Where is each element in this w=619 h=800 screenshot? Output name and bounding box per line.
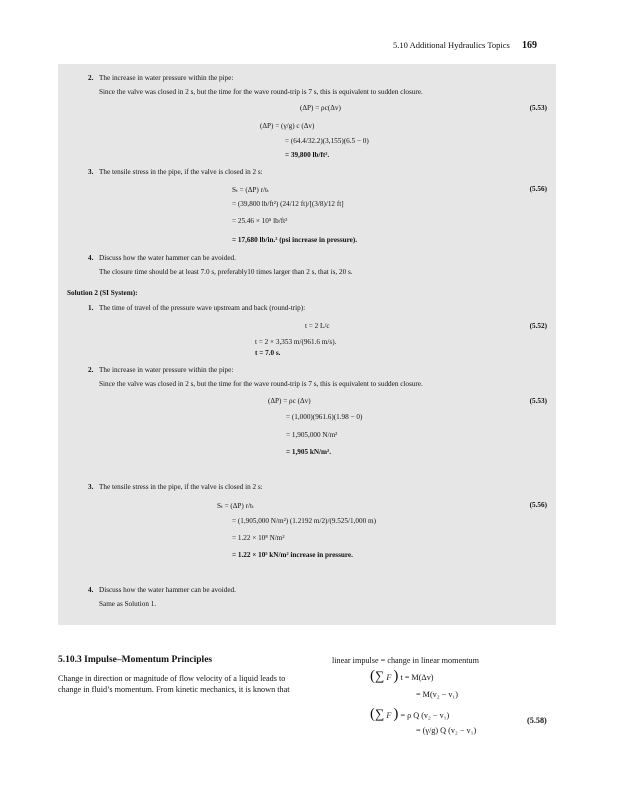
equation: = 1,905,000 N/m² [286, 431, 338, 439]
equation: t = 2 × 3,353 m/(961.6 m/s). [255, 338, 337, 346]
equation: = (64.4/32.2)(3,155)(6.5 − 0) [285, 137, 369, 145]
equation: t = 2 L/c [305, 322, 330, 330]
equation: = 17,680 lb/in.² (psi increase in pressure). [232, 236, 358, 244]
equation: = 1,905 kN/m². [286, 448, 331, 456]
item-title: The tensile stress in the pipe, if the valve is closed in 2 s: [99, 168, 263, 176]
sigma-symbol: ∑ [375, 706, 385, 721]
equation: t = 7.0 s. [255, 349, 281, 357]
equation: (ΔP) = (γ/g) c (Δv) [260, 122, 315, 130]
item-number: 3. [88, 168, 94, 176]
solution-title: Solution 2 (SI System): [67, 289, 138, 297]
force-symbol: F [384, 673, 394, 682]
equation: Sₜ = (ΔP) r/tₜ [217, 502, 254, 510]
equation: = 1.22 × 10⁸ N/m² [232, 534, 285, 542]
item-title: The increase in water pressure within the pipe: [99, 366, 234, 374]
paren-close: ) [393, 668, 399, 684]
equation: = 1.22 × 10⁵ kN/m² increase in pressure. [232, 551, 353, 559]
equation-number: (5.53) [529, 397, 547, 405]
equation: = (39,800 lb/ft²) (24/12 ft)/[(3/8)/12 ft] [232, 200, 344, 208]
item-number: 2. [88, 74, 94, 82]
equation: = (1,000)(961.6)(1.98 − 0) [286, 413, 363, 421]
equation-number: (5.52) [529, 322, 547, 330]
page-number: 169 [522, 40, 537, 51]
running-header [393, 40, 537, 51]
item-title: Discuss how the water hammer can be avoided. [99, 586, 236, 594]
equation: = 39,800 lb/ft². [285, 151, 330, 159]
equation: = 25.46 × 10⁵ lb/ft² [232, 217, 288, 225]
momentum-equation-1 [370, 668, 434, 685]
item-title: The time of travel of the pressure wave upstream and back (round-trip): [99, 304, 306, 312]
item-note: Same as Solution 1. [99, 600, 157, 608]
item-title: The tensile stress in the pipe, if the valve is closed in 2 s: [99, 483, 263, 491]
force-symbol: F [384, 711, 394, 720]
item-title: The increase in water pressure within the pipe: [99, 74, 234, 82]
item-title: Discuss how the water hammer can be avoided. [99, 254, 236, 262]
paren-open: ( [370, 668, 375, 684]
equation: (ΔP) = ρc(Δv) [300, 104, 341, 112]
momentum-equation-4: = (γ/g) Q (v₂ − v₁) [416, 726, 477, 735]
paren-open: ( [370, 706, 375, 722]
item-number: 3. [88, 483, 94, 491]
item-number: 4. [88, 586, 94, 594]
item-number: 2. [88, 366, 94, 374]
item-number: 4. [88, 254, 94, 262]
section-paragraph: Change in direction or magnitude of flow velocity of a liquid leads to change in fluid’s momentum. From kinetic mechanics, it is known that [58, 674, 290, 694]
header-section: 5.10 Additional Hydraulics Topics [393, 40, 510, 50]
right-title: linear impulse = change in linear momentum [332, 656, 479, 665]
paren-close: ) [393, 706, 399, 722]
equation-number: (5.53) [529, 104, 547, 112]
equation: = (1,905,000 N/m²) (1.2192 m/2)/(9.525/1,000 m) [232, 517, 376, 525]
equation-rest: t = M(Δv) [398, 673, 434, 682]
item-note: Since the valve was closed in 2 s, but the time for the wave round-trip is 7 s, this is equivalent to sudden closure. [99, 380, 423, 388]
item-note: Since the valve was closed in 2 s, but the time for the wave round-trip is 7 s, this is equivalent to sudden closure. [99, 88, 423, 96]
equation: Sₜ = (ΔP) r/tₜ [232, 186, 269, 194]
equation-number: (5.58) [527, 716, 547, 725]
momentum-equation-3 [370, 706, 449, 723]
equation-number: (5.56) [529, 501, 547, 509]
item-number: 1. [88, 304, 94, 312]
item-note: The closure time should be at least 7.0 s, preferably10 times larger than 2 s, that is, 20 s. [99, 268, 353, 276]
section-heading: 5.10.3 Impulse–Momentum Principles [58, 655, 213, 665]
sigma-symbol: ∑ [375, 668, 385, 683]
equation-rest: = ρ Q (v₂ − v₁) [398, 711, 450, 720]
equation: (ΔP) = ρc (Δv) [268, 397, 311, 405]
equation-number: (5.56) [529, 185, 547, 193]
momentum-equation-2: = M(v₂ − v₁) [416, 690, 459, 699]
